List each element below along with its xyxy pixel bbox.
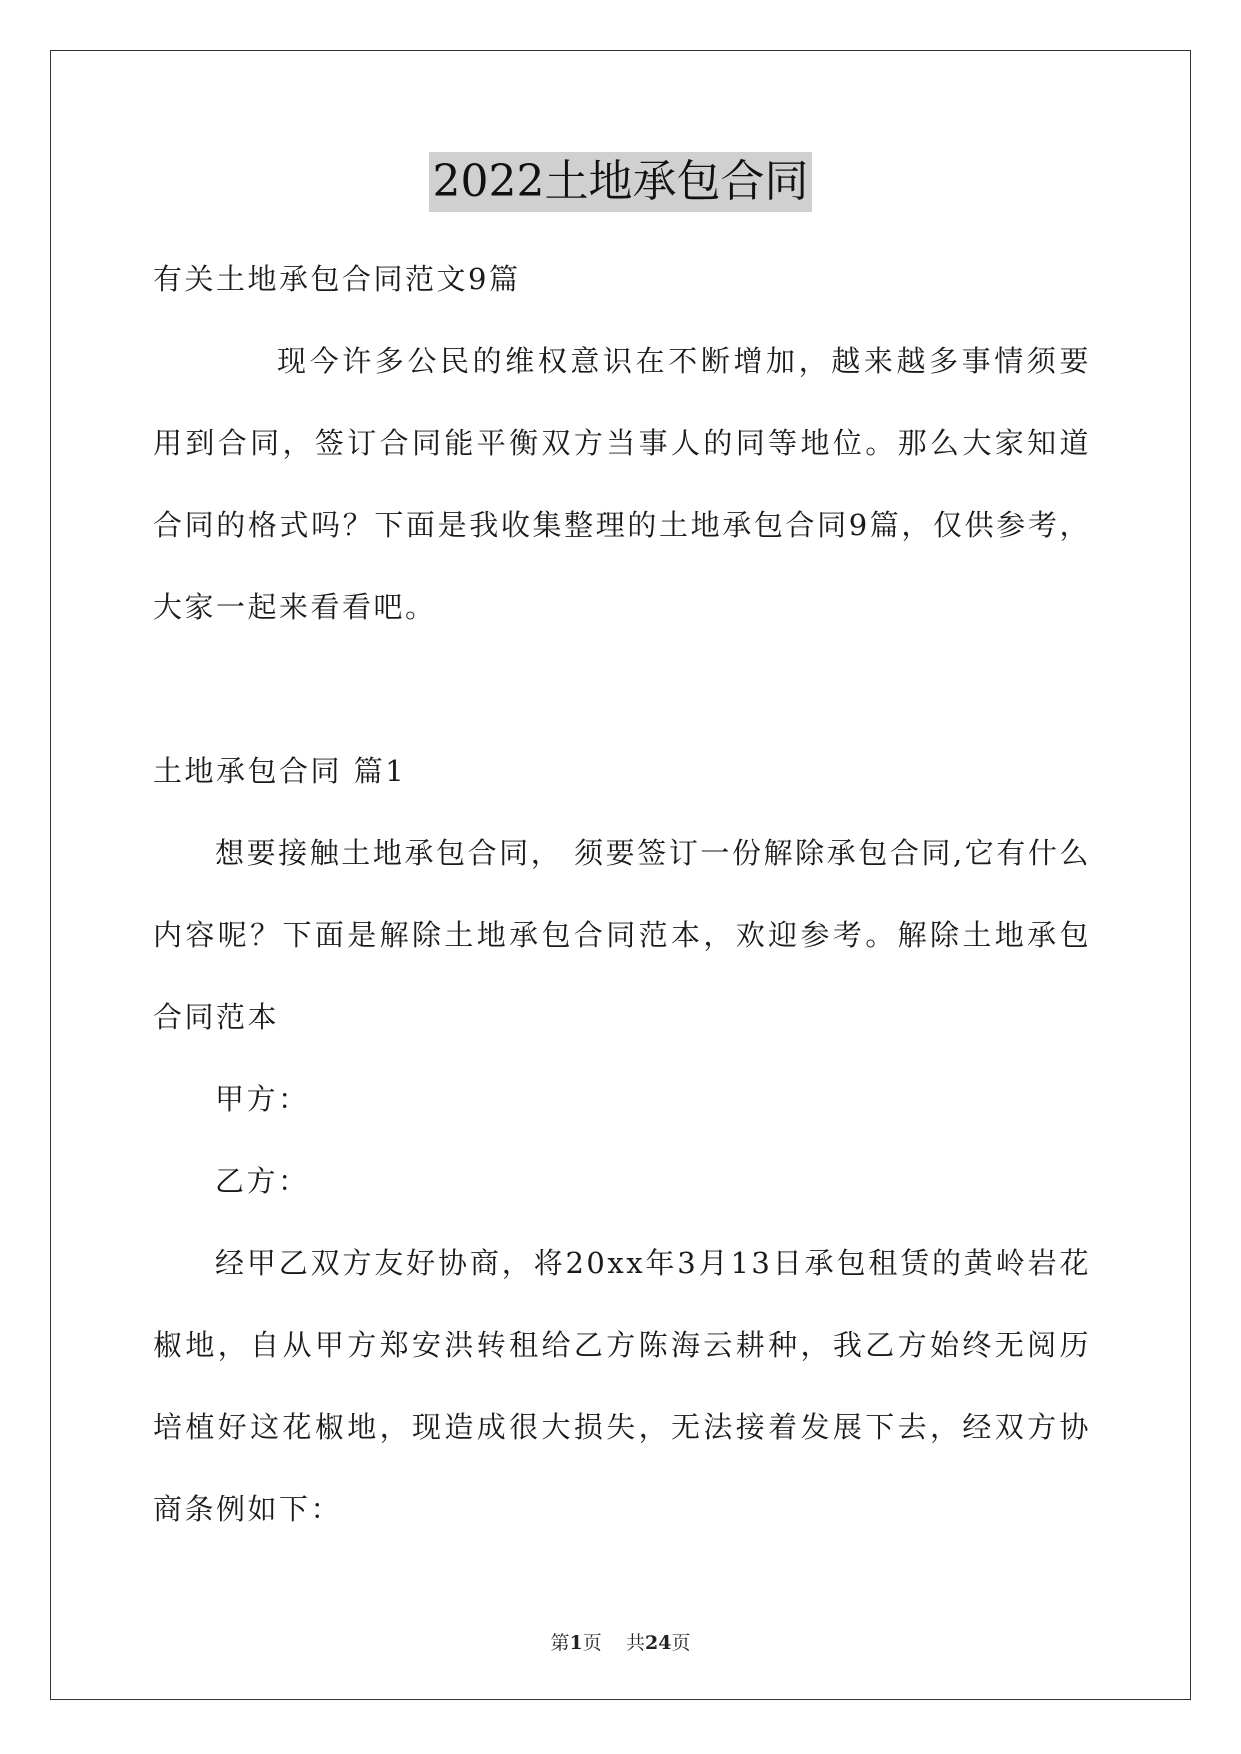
footer-total-suffix: 页 xyxy=(671,1632,691,1654)
document-body xyxy=(153,238,1091,1550)
footer-total-prefix: 共 xyxy=(625,1632,645,1654)
party-b-label: 乙方： xyxy=(215,1164,310,1198)
footer-prefix: 第 xyxy=(550,1632,570,1654)
intro-paragraph: 现今许多公民的维权意识在不断增加，越来越多事情须要用到合同，签订合同能平衡双方当事人的同等地位。那么大家知道合同的格式吗？下面是我收集整理的土地承包合同9篇，仅供参考，大家一起来看看吧。 xyxy=(153,344,1091,624)
document-subtitle: 有关土地承包合同范文9篇 xyxy=(153,262,521,296)
title-container xyxy=(0,152,1241,212)
agreement-paragraph: 经甲乙双方友好协商，将20xx年3月13日承包租赁的黄岭岩花椒地，自从甲方郑安洪转租给乙方陈海云耕种，我乙方始终无阅历培植好这花椒地，现造成很大损失，无法接着发展下去，经双方协商条例如下： xyxy=(153,1246,1091,1526)
footer-total-pages: 24 xyxy=(644,1632,672,1654)
party-a-label: 甲方： xyxy=(215,1082,310,1116)
footer-page-number: 1 xyxy=(569,1632,583,1654)
page-footer xyxy=(0,1628,1241,1655)
section-paragraph: 想要接触土地承包合同， 须要签订一份解除承包合同,它有什么内容呢？下面是解除土地承包合同范本，欢迎参考。解除土地承包合同范本 xyxy=(153,836,1091,1034)
footer-page-suffix: 页 xyxy=(582,1632,602,1654)
section-heading: 土地承包合同 篇1 xyxy=(153,754,407,788)
document-title: 2022土地承包合同 xyxy=(429,152,813,212)
